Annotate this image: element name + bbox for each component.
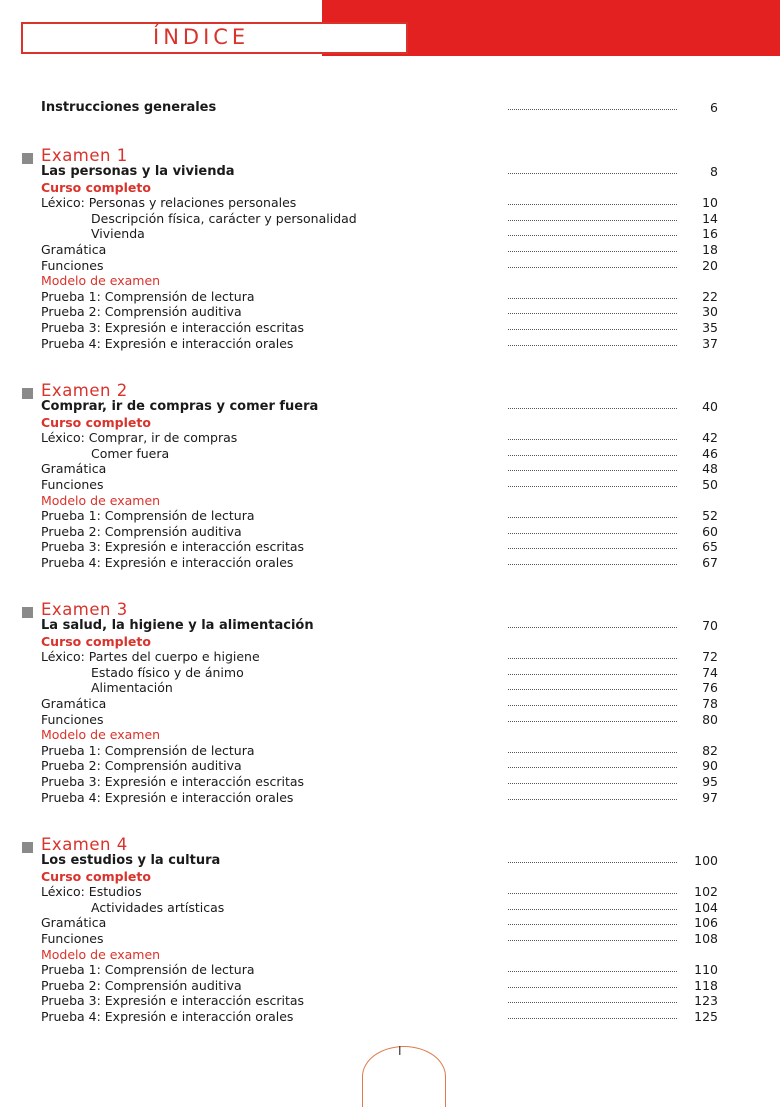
course-item-page: 10 [702,195,718,211]
model-item[interactable] [0,524,780,540]
dot-leader [508,455,677,456]
dot-leader [508,109,677,110]
course-heading [0,869,780,885]
course-item[interactable] [0,665,780,681]
course-item-page: 18 [702,242,718,257]
model-item-label: Prueba 3: Expresión e interacción escritas [41,320,305,335]
dot-leader [508,799,677,800]
course-item[interactable] [0,931,780,947]
dot-leader [508,783,677,784]
dot-leader [508,517,677,518]
title-box [21,22,408,54]
course-item[interactable] [0,649,780,665]
page-number: I [398,1044,402,1058]
course-item-label: Léxico: Personas y relaciones personales [41,195,297,211]
dot-leader [508,439,677,440]
model-item[interactable] [0,758,780,774]
model-item-page: 118 [694,977,718,993]
model-item[interactable] [0,320,780,336]
model-item-label: Prueba 1: Comprensión de lectura [41,742,255,758]
model-item-page: 97 [702,789,718,805]
course-item[interactable] [0,430,780,446]
course-item-page: 48 [702,461,718,477]
course-heading [0,415,780,431]
model-heading-label: Modelo de examen [41,492,161,508]
course-item-label: Gramática [41,242,107,257]
model-item-page: 67 [702,555,718,570]
dot-leader [508,564,677,565]
dot-leader [508,940,677,941]
dot-leader [508,705,677,706]
square-bullet-icon [22,607,33,618]
intro-row[interactable] [0,100,780,116]
model-item[interactable] [0,1009,780,1025]
dot-leader [508,909,677,910]
course-item-label: Léxico: Estudios [41,884,142,900]
model-item-label: Prueba 1: Comprensión de lectura [41,962,255,978]
model-item-label: Prueba 2: Comprensión auditiva [41,758,242,774]
model-item-label: Prueba 4: Expresión e interacción orales [41,789,294,805]
course-heading [0,180,780,196]
dot-leader [508,470,677,471]
model-item-page: 60 [702,523,718,539]
dot-leader [508,971,677,972]
dot-leader [508,924,677,925]
model-item-label: Prueba 4: Expresión e interacción orales [41,555,294,570]
model-item[interactable] [0,790,780,806]
dot-leader [508,674,677,675]
square-bullet-icon [22,842,33,853]
model-heading [0,727,780,743]
model-item-page: 65 [702,539,718,555]
topic-row[interactable] [0,164,780,180]
dot-leader [508,329,677,330]
dot-leader [508,1018,677,1019]
model-item-page: 35 [702,320,718,335]
dot-leader [508,235,677,236]
model-heading [0,273,780,289]
course-item-page: 108 [694,931,718,946]
exam-label: Examen 2 [41,381,128,400]
model-heading-label: Modelo de examen [41,273,161,289]
course-item-page: 50 [702,477,718,492]
course-item-label: Descripción física, carácter y personalidad [91,210,357,226]
topic-row-page: 100 [694,853,718,868]
course-item-label: Funciones [41,931,104,946]
model-item[interactable] [0,539,780,555]
course-item[interactable] [0,477,780,493]
exam-label: Examen 4 [41,835,128,854]
course-item[interactable] [0,258,780,274]
dot-leader [508,533,677,534]
dot-leader [508,1002,677,1003]
course-item[interactable] [0,915,780,931]
course-item-page: 104 [694,899,718,915]
dot-leader [508,313,677,314]
model-heading-label: Modelo de examen [41,727,161,743]
course-heading-label: Curso completo [41,414,151,430]
course-item-label: Funciones [41,711,104,727]
model-item-label: Prueba 1: Comprensión de lectura [41,288,255,304]
model-item-page: 30 [702,304,718,320]
course-item-label: Funciones [41,257,104,273]
dot-leader [508,987,677,988]
model-item[interactable] [0,289,780,305]
model-item-label: Prueba 2: Comprensión auditiva [41,523,242,539]
dot-leader [508,767,677,768]
course-item-page: 42 [702,430,718,446]
course-heading [0,634,780,650]
dot-leader [508,893,677,894]
topic-row[interactable] [0,618,780,634]
dot-leader [508,752,677,753]
topic-row[interactable] [0,853,780,869]
model-item-label: Prueba 3: Expresión e interacción escritas [41,774,305,789]
topic-row-page: 8 [710,164,718,179]
model-item[interactable] [0,743,780,759]
topic-row-page: 70 [702,618,718,633]
model-item[interactable] [0,993,780,1009]
dot-leader [508,689,677,690]
course-item-label: Alimentación [91,680,173,696]
dot-leader [508,251,677,252]
model-item-page: 110 [694,962,718,978]
course-item-page: 72 [702,649,718,665]
model-item[interactable] [0,962,780,978]
course-item[interactable] [0,242,780,258]
course-item-page: 102 [694,884,718,900]
model-item-page: 37 [702,335,718,351]
model-item[interactable] [0,555,780,571]
model-item-page: 22 [702,288,718,304]
course-item-label: Funciones [41,477,104,492]
course-heading-label: Curso completo [41,868,151,884]
course-item-page: 106 [694,915,718,931]
course-item-label: Estado físico y de ánimo [91,664,244,680]
topic-row-page: 40 [702,399,718,414]
page-title: ÍNDICE [153,25,250,49]
model-item-page: 125 [694,1009,718,1024]
model-item-page: 90 [702,758,718,774]
course-heading-label: Curso completo [41,179,151,195]
exam-label: Examen 1 [41,146,128,165]
dot-leader [508,408,677,409]
course-item[interactable] [0,900,780,916]
model-item-page: 82 [702,742,718,758]
model-item[interactable] [0,304,780,320]
course-item-label: Gramática [41,696,107,711]
dot-leader [508,486,677,487]
model-item[interactable] [0,508,780,524]
course-item-label: Comer fuera [91,445,170,461]
course-item[interactable] [0,211,780,227]
dot-leader [508,658,677,659]
course-item[interactable] [0,884,780,900]
course-item[interactable] [0,712,780,728]
topic-row-label: Las personas y la vivienda [41,164,235,179]
course-item[interactable] [0,446,780,462]
course-item-page: 16 [702,226,718,242]
dot-leader [508,204,677,205]
course-item-page: 46 [702,445,718,461]
model-item[interactable] [0,336,780,352]
topic-row-label: Comprar, ir de compras y comer fuera [41,399,319,414]
model-item[interactable] [0,774,780,790]
course-item-label: Vivienda [91,226,145,242]
dot-leader [508,862,677,863]
model-heading [0,493,780,509]
topic-row[interactable] [0,399,780,415]
course-item[interactable] [0,680,780,696]
topic-row-label: La salud, la higiene y la alimentación [41,618,314,633]
model-item-page: 95 [702,774,718,789]
dot-leader [508,173,677,174]
dot-leader [508,220,677,221]
model-item-label: Prueba 2: Comprensión auditiva [41,977,242,993]
intro-label: Instrucciones generales [41,100,217,115]
topic-row-label: Los estudios y la cultura [41,853,221,868]
model-item-label: Prueba 4: Expresión e interacción orales [41,335,294,351]
course-heading-label: Curso completo [41,633,151,649]
model-item[interactable] [0,978,780,994]
dot-leader [508,267,677,268]
dot-leader [508,345,677,346]
dot-leader [508,298,677,299]
course-item-label: Actividades artísticas [91,899,225,915]
model-item-label: Prueba 4: Expresión e interacción orales [41,1009,294,1024]
course-item-label: Gramática [41,915,107,931]
course-item-page: 78 [702,696,718,711]
course-item[interactable] [0,195,780,211]
square-bullet-icon [22,388,33,399]
course-item[interactable] [0,226,780,242]
course-item-page: 14 [702,210,718,226]
dot-leader [508,721,677,722]
model-item-label: Prueba 1: Comprensión de lectura [41,508,255,524]
model-item-label: Prueba 3: Expresión e interacción escritas [41,539,305,555]
intro-page: 6 [710,100,718,115]
square-bullet-icon [22,153,33,164]
model-heading-label: Modelo de examen [41,946,161,962]
course-item[interactable] [0,696,780,712]
dot-leader [508,627,677,628]
course-item-page: 20 [702,257,718,273]
model-heading [0,947,780,963]
model-item-page: 52 [702,508,718,524]
model-item-label: Prueba 3: Expresión e interacción escritas [41,993,305,1009]
course-item-label: Léxico: Comprar, ir de compras [41,430,238,446]
course-item-label: Gramática [41,461,107,477]
course-item-page: 74 [702,664,718,680]
exam-label: Examen 3 [41,600,128,619]
course-item-page: 80 [702,711,718,727]
footer-arc [362,1046,446,1107]
model-item-page: 123 [694,993,718,1009]
course-item[interactable] [0,461,780,477]
model-item-label: Prueba 2: Comprensión auditiva [41,304,242,320]
dot-leader [508,548,677,549]
course-item-page: 76 [702,680,718,696]
course-item-label: Léxico: Partes del cuerpo e higiene [41,649,260,665]
